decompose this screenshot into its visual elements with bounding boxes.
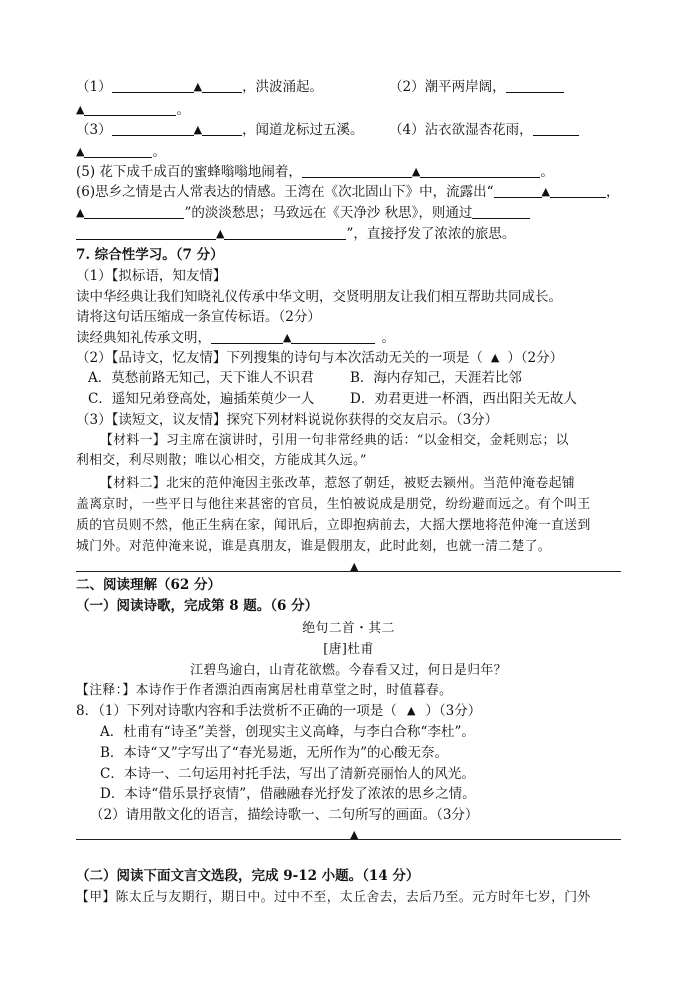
verse-text: ，洪波涌起。 [242, 79, 324, 95]
verse-text: ，闻道龙标过五溪。 [242, 122, 364, 138]
triangle-mark: ▲ [193, 80, 203, 93]
answer-blank[interactable] [302, 163, 412, 178]
answer-blank[interactable] [224, 225, 346, 240]
punct: 。 [176, 102, 190, 118]
answer-line[interactable] [76, 839, 621, 840]
answer-blank[interactable] [506, 78, 564, 93]
section-2-title: 二、阅读理解（62 分） [76, 577, 221, 593]
fill-line-2 [389, 77, 564, 97]
material-1-line: 【材料一】习主席在演讲时，引用一句非常经典的话：“以金相交，金耗则忘；以 [100, 433, 569, 448]
answer-blank[interactable] [112, 78, 194, 93]
poem-title: 绝句二首・其二 [302, 621, 395, 636]
prompt-text: (6)思乡之情是古人常表达的情感。王湾在《次北固山下》中，流露出“ [76, 184, 494, 200]
answer-blank[interactable] [533, 121, 579, 136]
triangle-mark: ▲ [350, 560, 359, 573]
q7-title: 7. 综合性学习。（7 分） [76, 247, 224, 263]
answer-blank[interactable] [202, 121, 242, 136]
verse-text: 沾衣欲湿杏花雨， [424, 122, 533, 138]
option-c: C．遥知兄弟登高处，遍插茱萸少一人 [88, 391, 315, 407]
triangle-mark: ▲ [350, 828, 359, 841]
fill-line-1 [76, 77, 323, 97]
score-text: ）（3分） [425, 703, 482, 719]
material-2-line: 【材料二】北宋的范仲淹因主张改革，惹怒了朝廷，被贬去颍州。当范仲淹卷起铺 [100, 476, 576, 491]
q8-heading [76, 701, 481, 721]
fill-line-2b [76, 100, 190, 120]
option-d: D．劝君更进一杯酒，西出阳关无故人 [350, 391, 577, 407]
triangle-mark: ▲ [76, 206, 85, 219]
fill-line-5 [76, 162, 554, 182]
prompt-text: ”的淡淡愁思；马致远在《天净沙 秋思》，则通过 [184, 205, 473, 221]
triangle-mark: ▲ [541, 185, 550, 198]
q8-option-a: A．杜甫有“诗圣”美誉，创现实主义高峰，与李白合称“李杜”。 [100, 724, 475, 740]
q7-3-heading: （3）【读短文，议友情】探究下列材料说说你获得的交友启示。（3分） [76, 412, 499, 428]
poem-note: 【注释：】本诗作于作者漂泊西南寓居杜甫草堂之时，时值暮春。 [76, 683, 453, 698]
answer-blank[interactable] [76, 225, 216, 240]
triangle-mark: ▲ [76, 145, 85, 158]
classical-text-line: 【甲】陈太丘与友期行，期日中。过中不至，太丘舍去，去后乃至。元方时年七岁，门外 [76, 890, 591, 905]
fill-line-4 [389, 120, 579, 140]
fill-line-6 [76, 182, 620, 202]
question-text: （2）【品诗文，忆友情】下列搜集的诗句与本次活动无关的一项是（ [76, 350, 483, 366]
punct: ， [606, 184, 620, 200]
q7-2-heading [76, 348, 563, 368]
item-number: （4） [389, 122, 425, 138]
answer-slot[interactable]: ▲ [490, 351, 500, 364]
fill-line-7 [76, 203, 530, 223]
punct: 。 [152, 144, 166, 160]
answer-slot[interactable]: ▲ [406, 704, 416, 717]
answer-blank[interactable] [211, 329, 283, 344]
triangle-mark: ▲ [76, 103, 85, 116]
q7-1-prompt: 请将这句话压缩成一条宣传标语。（2分） [76, 309, 321, 325]
item-number: （3） [76, 122, 112, 138]
material-2-line: 城门外。对范仲淹来说，谁是真朋友，谁是假朋友，此时此刻，也就一清二楚了。 [76, 539, 552, 554]
triangle-mark: ▲ [193, 123, 203, 136]
question-text: 8．（1）下列对诗歌内容和手法赏析不正确的一项是（ [76, 703, 397, 719]
triangle-mark: ▲ [216, 227, 225, 240]
answer-line[interactable] [76, 571, 621, 572]
q7-1-answer-line [76, 328, 395, 348]
item-number: （2） [389, 79, 425, 95]
answer-blank[interactable] [550, 183, 606, 198]
poem-body: 江碧鸟逾白，山青花欲燃。今春看又过，何日是归年？ [190, 663, 507, 678]
option-b: B．海内存知己，天涯若比邻 [350, 370, 522, 386]
verse-text: (5) 花下成千成百的蜜蜂嗡嗡地闹着， [76, 164, 302, 180]
q8-option-d: D．本诗“借乐景抒哀情”，借融融春光抒发了浓浓的思乡之情。 [100, 786, 476, 802]
q7-1-text: 读中华经典让我们知晓礼仪传承中华文明，交贤明朋友让我们相互帮助共同成长。 [76, 289, 562, 305]
fill-line-4b [76, 142, 166, 162]
answer-prefix: 读经典知礼传承文明， [76, 330, 211, 346]
answer-blank[interactable] [420, 163, 540, 178]
answer-blank[interactable] [202, 78, 242, 93]
answer-blank[interactable] [84, 204, 184, 219]
material-1-line: 利相交，利尽则散；唯以心相交，方能成其久远。” [76, 453, 367, 468]
answer-blank[interactable] [291, 329, 375, 344]
answer-blank[interactable] [494, 183, 542, 198]
answer-blank[interactable] [112, 121, 194, 136]
q8-2-prompt: （2）请用散文化的语言，描绘诗歌一、二句所写的画面。（3分） [90, 807, 479, 823]
punct: 。 [381, 330, 395, 346]
answer-blank[interactable] [84, 101, 176, 116]
answer-blank[interactable] [472, 204, 530, 219]
triangle-mark: ▲ [411, 165, 421, 178]
fill-line-3 [76, 120, 364, 140]
poem-author: [唐]杜甫 [323, 642, 374, 657]
part-2-title: （二）阅读下面文言文选段，完成 9-12 小题。（14 分） [76, 868, 420, 884]
prompt-text: ”，直接抒发了浓浓的旅思。 [346, 226, 516, 242]
fill-line-8 [76, 224, 515, 244]
verse-text: 潮平两岸阔， [424, 79, 506, 95]
material-2-line: 盖离京时，一些平日与他往来甚密的官员，生怕被说成是朋党，纷纷避而远之。有个叫王 [76, 497, 591, 512]
option-a: A．莫愁前路无知己，天下谁人不识君 [88, 370, 314, 386]
q8-option-c: C．本诗一、二句运用衬托手法，写出了清新亮丽怡人的风光。 [100, 766, 475, 782]
material-2-line: 质的官员则不然，他正生病在家，闻讯后，立即抱病前去，大摇大摆地将范仲淹一直送到 [76, 518, 591, 533]
score-text: ）（2分） [507, 350, 564, 366]
answer-blank[interactable] [84, 143, 152, 158]
triangle-mark: ▲ [283, 331, 292, 344]
q7-1-heading: （1）【拟标语，知友情】 [76, 268, 227, 284]
q8-option-b: B．本诗“又”字写出了“春光易逝，无所作为”的心酸无奈。 [100, 745, 449, 761]
punct: 。 [540, 164, 554, 180]
item-number: （1） [76, 79, 112, 95]
part-1-title: （一）阅读诗歌，完成第 8 题。（6 分） [76, 598, 319, 614]
